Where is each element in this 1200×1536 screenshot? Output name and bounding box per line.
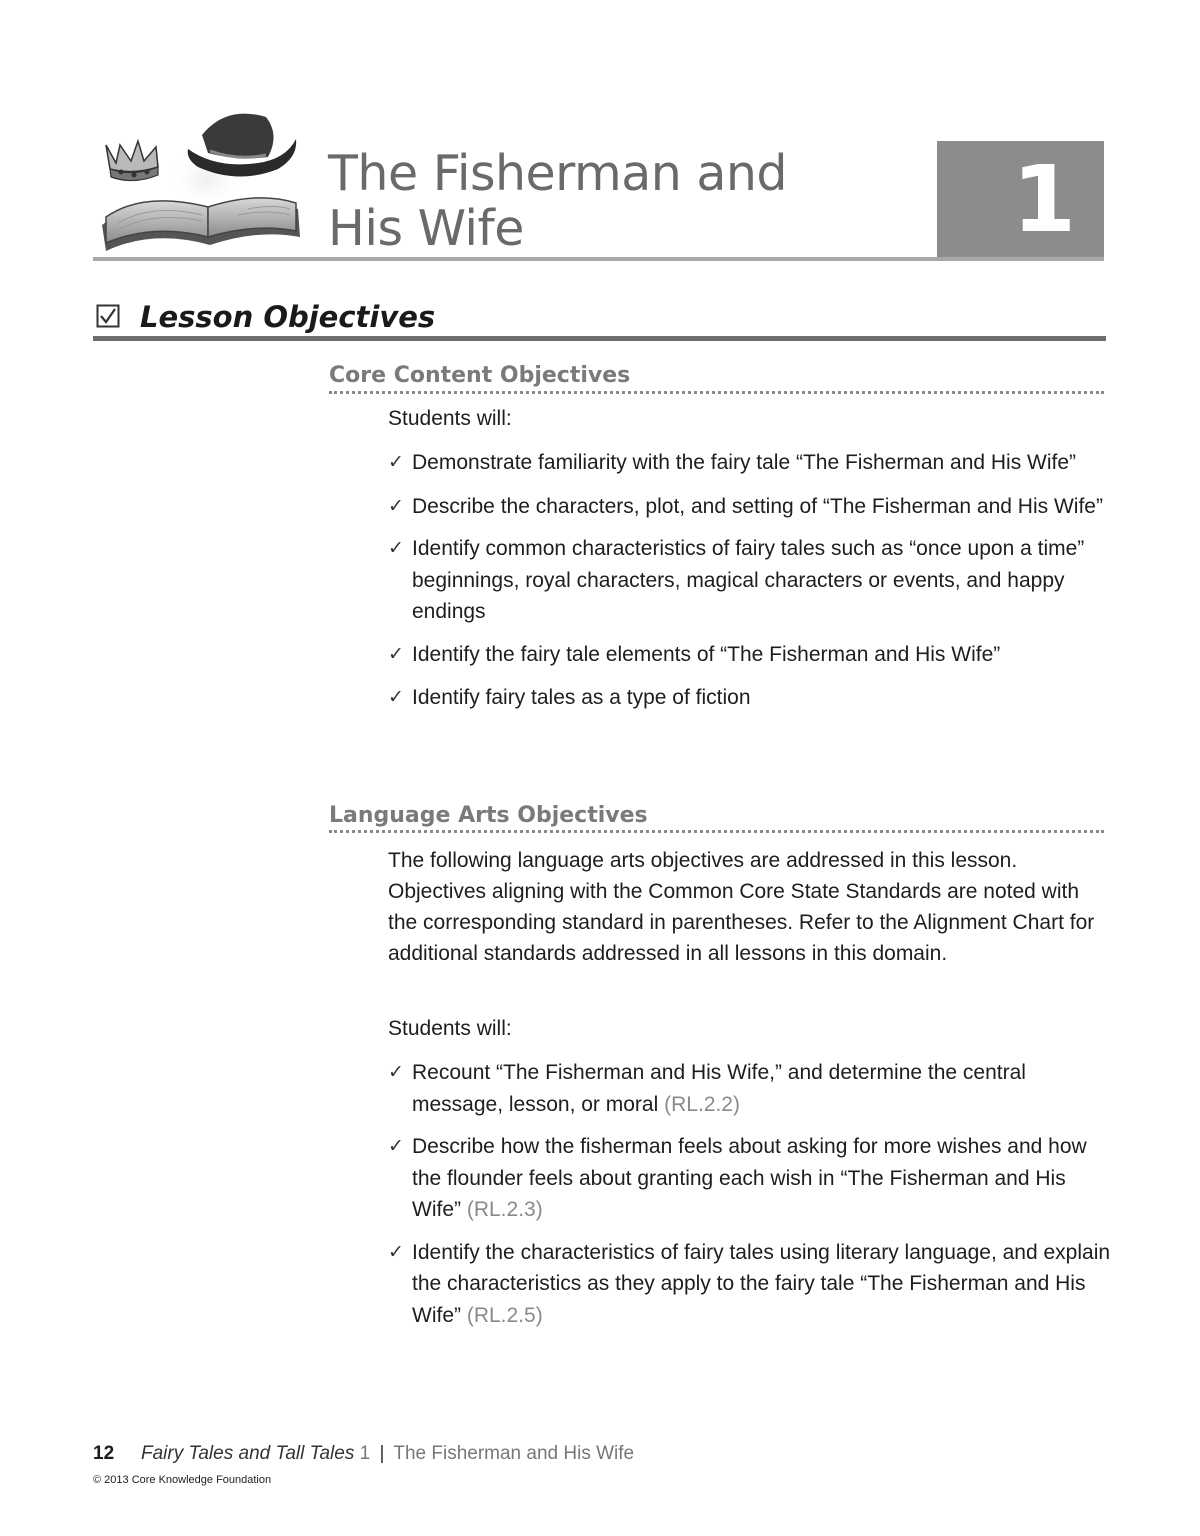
core-content-list	[388, 447, 1113, 714]
objective-text: Identify the fairy tale elements of “The Fisherman and His Wife”	[412, 642, 1001, 666]
running-footer	[141, 1441, 634, 1467]
list-item	[388, 1237, 1113, 1332]
objective-text: Identify fairy tales as a type of fiction	[412, 686, 751, 709]
section-title: Lesson Objectives	[140, 300, 436, 334]
footer-separator: |	[379, 1443, 385, 1464]
objective-text: Describe the characters, plot, and setting of “The Fisherman and His Wife”	[412, 494, 1103, 518]
lesson-title-line-2: His Wife	[328, 200, 524, 257]
objective-text: Demonstrate familiarity with the fairy tale “The Fisherman and His Wife”	[412, 451, 1077, 474]
book-title: Fairy Tales and Tall Tales	[141, 1443, 355, 1464]
list-item	[388, 1131, 1113, 1226]
list-item	[388, 1057, 1113, 1120]
list-item	[388, 639, 1113, 671]
check-mark-icon: ✓	[388, 1240, 404, 1263]
check-mark-icon: ✓	[388, 1135, 404, 1157]
list-item	[388, 682, 1113, 714]
check-mark-icon: ✓	[388, 686, 404, 708]
check-mark-icon: ✓	[388, 451, 404, 473]
core-content-heading: Core Content Objectives	[329, 363, 631, 388]
objective-text: Describe how the fisherman feels about asking for more wishes and how the flounder feels about granting each wish in “The Fisherman and His Wife”	[412, 1135, 1087, 1221]
core-content-rule	[329, 391, 1104, 394]
checked-box-icon	[96, 304, 120, 328]
standard-code: (RL.2.2)	[664, 1092, 740, 1116]
page-number: 12	[93, 1443, 115, 1464]
list-item	[388, 491, 1113, 523]
lesson-number: 1	[1011, 146, 1076, 253]
list-item	[388, 447, 1113, 479]
book-number: 1	[359, 1443, 371, 1464]
copyright-notice: © 2013 Core Knowledge Foundation	[93, 1474, 272, 1486]
check-mark-icon: ✓	[388, 537, 404, 559]
book-crown-cowboy-hat-icon	[98, 105, 303, 255]
language-arts-list	[388, 1057, 1113, 1331]
check-mark-icon: ✓	[388, 1061, 404, 1083]
section-rule	[93, 336, 1106, 341]
standard-code: (RL.2.3)	[466, 1198, 543, 1221]
objective-text: Identify common characteristics of fairy tales such as “once upon a time” beginnings, royal characters, magical characters or events, and happy endings	[412, 537, 1085, 623]
lesson-title	[328, 146, 888, 256]
footer-lesson-title: The Fisherman and His Wife	[393, 1443, 635, 1464]
standard-code: (RL.2.5)	[466, 1303, 543, 1327]
check-mark-icon: ✓	[388, 642, 404, 665]
core-content-intro: Students will:	[388, 407, 512, 430]
lesson-number-box	[937, 141, 1104, 261]
check-mark-icon: ✓	[388, 494, 404, 517]
language-arts-intro: Students will:	[388, 1017, 512, 1040]
language-arts-paragraph: The following language arts objectives are addressed in this lesson. Objectives aligning with the Common Core State Standards are noted with the corresponding standard in parentheses. Refer to the Alignment Chart for additional standards addressed in all lessons in this domain.	[388, 849, 1095, 965]
objective-text: Identify the characteristics of fairy tales using literary language, and explain the characteristics as they apply to the fairy tale “The Fisherman and His Wife”	[412, 1240, 1111, 1327]
language-arts-heading: Language Arts Objectives	[329, 803, 648, 828]
lesson-title-line-1: The Fisherman and	[328, 145, 788, 202]
language-arts-rule	[329, 830, 1104, 833]
objective-text: Recount “The Fisherman and His Wife,” and determine the central message, lesson, or moral	[412, 1061, 1026, 1116]
list-item	[388, 533, 1113, 628]
header-rule	[93, 257, 1104, 261]
